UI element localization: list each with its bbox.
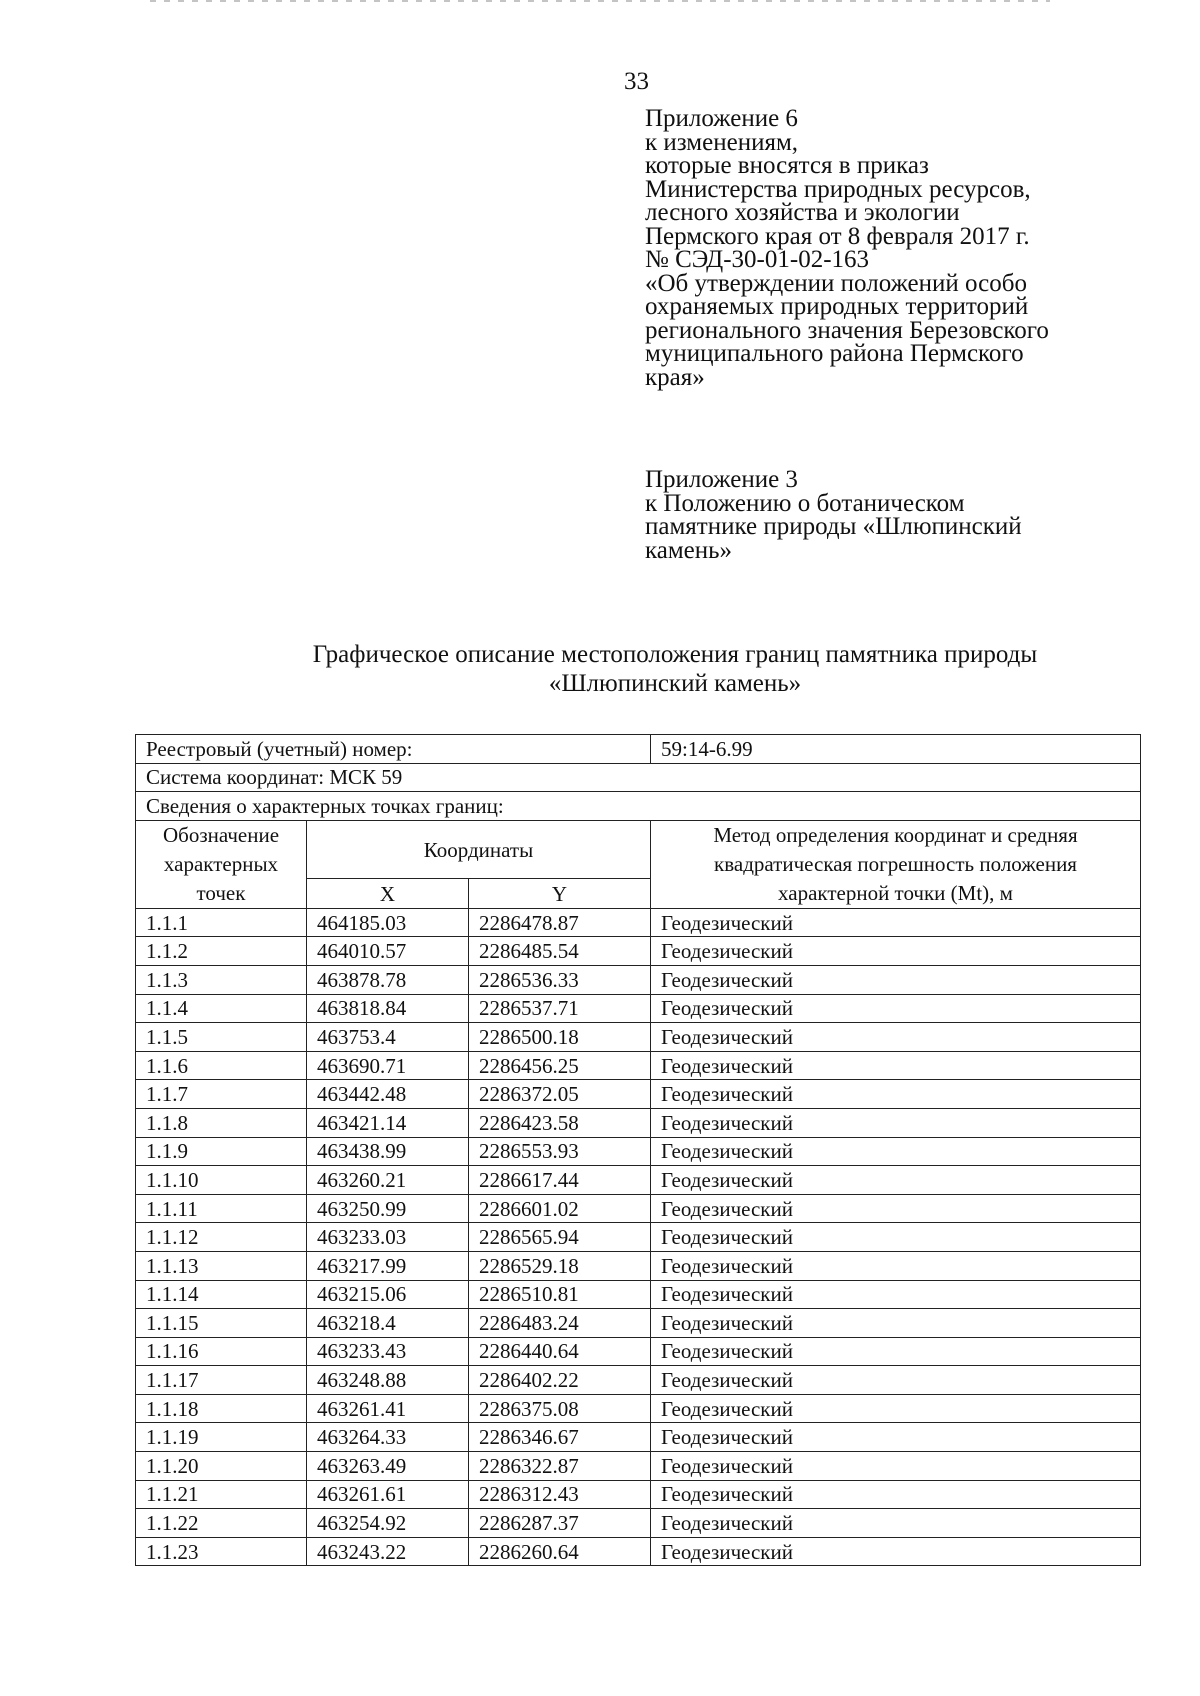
method-cell: Геодезический <box>651 1309 1141 1338</box>
method-cell: Геодезический <box>651 1080 1141 1109</box>
coord-y-cell: 2286346.67 <box>469 1423 651 1452</box>
coord-x-cell: 463263.49 <box>307 1452 469 1481</box>
column-header-y: Y <box>469 879 651 908</box>
method-cell: Геодезический <box>651 1366 1141 1395</box>
table-row <box>136 937 1141 966</box>
point-id-cell: 1.1.18 <box>136 1394 307 1423</box>
table-row <box>136 1280 1141 1309</box>
point-id-cell: 1.1.2 <box>136 937 307 966</box>
point-id-cell: 1.1.22 <box>136 1509 307 1538</box>
coord-x-cell: 464185.03 <box>307 908 469 937</box>
coord-system: Система координат: МСК 59 <box>136 763 1141 792</box>
method-cell: Геодезический <box>651 1537 1141 1566</box>
table-row <box>136 1223 1141 1252</box>
coord-y-cell: 2286485.54 <box>469 937 651 966</box>
point-id-cell: 1.1.6 <box>136 1051 307 1080</box>
table-header-row <box>136 820 1141 879</box>
coord-y-cell: 2286375.08 <box>469 1394 651 1423</box>
column-header-point: Обозначение характерных точек <box>136 820 307 908</box>
coord-x-cell: 463421.14 <box>307 1108 469 1137</box>
point-id-cell: 1.1.14 <box>136 1280 307 1309</box>
document-title-line-2: «Шлюпинский камень» <box>548 670 802 697</box>
appendix-3-line: камень» <box>645 536 733 564</box>
coord-x-cell: 463215.06 <box>307 1280 469 1309</box>
point-id-cell: 1.1.13 <box>136 1251 307 1280</box>
coord-x-cell: 463442.48 <box>307 1080 469 1109</box>
coord-x-cell: 463264.33 <box>307 1423 469 1452</box>
coord-x-cell: 463261.61 <box>307 1480 469 1509</box>
coord-x-cell: 463878.78 <box>307 965 469 994</box>
point-id-cell: 1.1.19 <box>136 1423 307 1452</box>
table-row <box>136 1108 1141 1137</box>
method-cell: Геодезический <box>651 1108 1141 1137</box>
coord-y-cell: 2286553.93 <box>469 1137 651 1166</box>
appendix-3-line: Приложение 3 <box>645 466 798 493</box>
coord-y-cell: 2286402.22 <box>469 1366 651 1395</box>
coord-y-cell: 2286260.64 <box>469 1537 651 1566</box>
appendix-3-line: к Положению о ботаническом <box>645 489 965 517</box>
appendix-6-line: которые вносятся в приказ <box>645 152 929 179</box>
table-row <box>136 1366 1141 1395</box>
table-row <box>136 1051 1141 1080</box>
column-header-coordinates: Координаты <box>307 820 651 879</box>
coord-y-cell: 2286483.24 <box>469 1309 651 1338</box>
coord-x-cell: 463248.88 <box>307 1366 469 1395</box>
appendix-6-line: регионального значения Березовского <box>645 316 1049 344</box>
point-id-cell: 1.1.1 <box>136 908 307 937</box>
appendix-6-line: № СЭД-30-01-02-163 <box>645 246 870 273</box>
appendix-3-header <box>645 468 1022 562</box>
method-cell: Геодезический <box>651 1337 1141 1366</box>
coord-x-cell: 463217.99 <box>307 1251 469 1280</box>
appendix-6-line: охраняемых природных территорий <box>645 293 1029 320</box>
point-id-cell: 1.1.17 <box>136 1366 307 1395</box>
method-cell: Геодезический <box>651 1480 1141 1509</box>
coord-y-cell: 2286536.33 <box>469 965 651 994</box>
coord-y-cell: 2286456.25 <box>469 1051 651 1080</box>
table-row <box>136 965 1141 994</box>
point-id-cell: 1.1.16 <box>136 1337 307 1366</box>
method-cell: Геодезический <box>651 1509 1141 1538</box>
appendix-6-line: края» <box>645 363 705 391</box>
coord-y-cell: 2286322.87 <box>469 1452 651 1481</box>
table-row <box>136 1537 1141 1566</box>
method-cell: Геодезический <box>651 994 1141 1023</box>
appendix-6-line: Пермского края от 8 февраля 2017 г. <box>645 222 1030 250</box>
point-id-cell: 1.1.20 <box>136 1452 307 1481</box>
method-cell: Геодезический <box>651 965 1141 994</box>
appendix-6-line: Приложение 6 <box>645 105 798 132</box>
coord-y-cell: 2286601.02 <box>469 1194 651 1223</box>
coord-y-cell: 2286478.87 <box>469 908 651 937</box>
coord-x-cell: 463438.99 <box>307 1137 469 1166</box>
coord-y-cell: 2286500.18 <box>469 1023 651 1052</box>
table-row <box>136 1337 1141 1366</box>
column-header-method: Метод определения координат и средняя квадратическая погрешность положения характерной точки (Mt), м <box>651 820 1141 908</box>
method-cell: Геодезический <box>651 908 1141 937</box>
coord-y-cell: 2286423.58 <box>469 1108 651 1137</box>
point-id-cell: 1.1.3 <box>136 965 307 994</box>
page-number: 33 <box>624 68 649 95</box>
point-id-cell: 1.1.11 <box>136 1194 307 1223</box>
table-row <box>136 1480 1141 1509</box>
coordinates-table <box>135 734 1141 1566</box>
table-row <box>136 1509 1141 1538</box>
method-cell: Геодезический <box>651 1223 1141 1252</box>
coord-x-cell: 463261.41 <box>307 1394 469 1423</box>
point-id-cell: 1.1.12 <box>136 1223 307 1252</box>
document-title-line-1: Графическое описание местоположения границ памятника природы <box>312 641 1038 668</box>
point-id-cell: 1.1.7 <box>136 1080 307 1109</box>
coord-x-cell: 463254.92 <box>307 1509 469 1538</box>
coord-x-cell: 463233.43 <box>307 1337 469 1366</box>
point-id-cell: 1.1.21 <box>136 1480 307 1509</box>
table-row <box>136 1080 1141 1109</box>
point-id-cell: 1.1.10 <box>136 1166 307 1195</box>
coord-y-cell: 2286617.44 <box>469 1166 651 1195</box>
table-row <box>136 1023 1141 1052</box>
coord-x-cell: 463260.21 <box>307 1166 469 1195</box>
method-cell: Геодезический <box>651 937 1141 966</box>
appendix-6-line: лесного хозяйства и экологии <box>645 199 960 226</box>
registry-value: 59:14-6.99 <box>651 735 1141 764</box>
coord-x-cell: 463690.71 <box>307 1051 469 1080</box>
coord-x-cell: 463753.4 <box>307 1023 469 1052</box>
coord-y-cell: 2286312.43 <box>469 1480 651 1509</box>
coord-x-cell: 463243.22 <box>307 1537 469 1566</box>
coord-x-cell: 463250.99 <box>307 1194 469 1223</box>
table-row <box>136 1166 1141 1195</box>
coord-x-cell: 463218.4 <box>307 1309 469 1338</box>
table-row <box>136 1309 1141 1338</box>
method-cell: Геодезический <box>651 1423 1141 1452</box>
method-cell: Геодезический <box>651 1280 1141 1309</box>
appendix-3-line: памятнике природы «Шлюпинский <box>645 513 1022 540</box>
method-cell: Геодезический <box>651 1194 1141 1223</box>
table-row <box>136 1452 1141 1481</box>
table-row <box>136 1137 1141 1166</box>
method-cell: Геодезический <box>651 1137 1141 1166</box>
point-id-cell: 1.1.8 <box>136 1108 307 1137</box>
document-title <box>200 640 1150 698</box>
coord-y-cell: 2286440.64 <box>469 1337 651 1366</box>
table-row <box>136 908 1141 937</box>
registry-row <box>136 735 1141 764</box>
method-cell: Геодезический <box>651 1251 1141 1280</box>
registry-label: Реестровый (учетный) номер: <box>136 735 651 764</box>
coord-y-cell: 2286529.18 <box>469 1251 651 1280</box>
coord-y-cell: 2286565.94 <box>469 1223 651 1252</box>
appendix-6-header <box>645 107 1049 389</box>
coord-y-cell: 2286510.81 <box>469 1280 651 1309</box>
table-row <box>136 1251 1141 1280</box>
method-cell: Геодезический <box>651 1394 1141 1423</box>
method-cell: Геодезический <box>651 1452 1141 1481</box>
point-id-cell: 1.1.4 <box>136 994 307 1023</box>
appendix-6-line: Министерства природных ресурсов, <box>645 175 1031 203</box>
point-id-cell: 1.1.23 <box>136 1537 307 1566</box>
coord-x-cell: 463233.03 <box>307 1223 469 1252</box>
table-row <box>136 1194 1141 1223</box>
points-info-row <box>136 792 1141 821</box>
coord-system-row <box>136 763 1141 792</box>
method-cell: Геодезический <box>651 1023 1141 1052</box>
points-info: Сведения о характерных точках границ: <box>136 792 1141 821</box>
point-id-cell: 1.1.15 <box>136 1309 307 1338</box>
point-id-cell: 1.1.9 <box>136 1137 307 1166</box>
appendix-6-line: муниципального района Пермского <box>645 340 1024 367</box>
appendix-6-line: «Об утверждении положений особо <box>645 269 1027 297</box>
column-header-x: X <box>307 879 469 908</box>
coord-x-cell: 464010.57 <box>307 937 469 966</box>
method-cell: Геодезический <box>651 1166 1141 1195</box>
method-cell: Геодезический <box>651 1051 1141 1080</box>
point-id-cell: 1.1.5 <box>136 1023 307 1052</box>
coord-y-cell: 2286287.37 <box>469 1509 651 1538</box>
coord-y-cell: 2286372.05 <box>469 1080 651 1109</box>
appendix-6-line: к изменениям, <box>645 128 799 156</box>
coord-y-cell: 2286537.71 <box>469 994 651 1023</box>
scan-edge-artifact <box>150 0 1050 2</box>
table-row <box>136 1394 1141 1423</box>
table-row <box>136 1423 1141 1452</box>
coord-x-cell: 463818.84 <box>307 994 469 1023</box>
table-row <box>136 994 1141 1023</box>
